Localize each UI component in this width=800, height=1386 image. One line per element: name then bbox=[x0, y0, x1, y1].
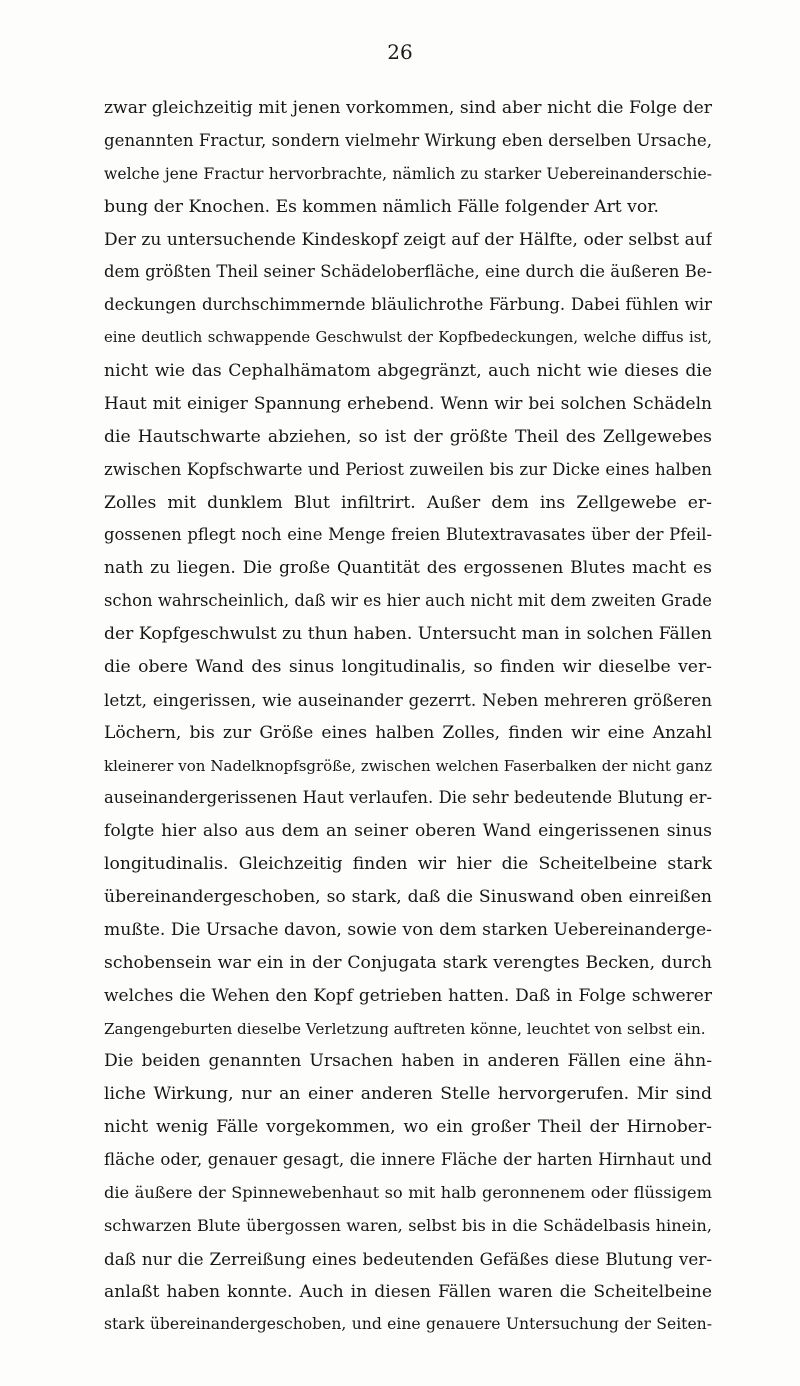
text-line: longitudinalis. Gleichzeitig finden wir hier die Scheitelbeine stark bbox=[104, 854, 712, 875]
text-line: folgte hier also aus dem an seiner oberen Wand eingerissenen sinus bbox=[104, 821, 712, 842]
text-line: letzt, eingerissen, wie auseinander gezerrt. Neben mehreren größeren bbox=[104, 689, 712, 710]
text-line: die obere Wand des sinus longitudinalis, so finden wir dieselbe ver- bbox=[104, 656, 712, 677]
text-line: zwischen Kopfschwarte und Periost zuweilen bis zur Dicke eines halben bbox=[104, 459, 712, 479]
text-line: Zolles mit dunklem Blut infiltrirt. Außer dem ins Zellgewebe er- bbox=[104, 492, 712, 513]
text-line: auseinandergerissenen Haut verlaufen. Die sehr bedeutende Blutung er- bbox=[104, 788, 712, 808]
text-line: Die beiden genannten Ursachen haben in anderen Fällen eine ähn- bbox=[104, 1051, 712, 1072]
text-line: bung der Knochen. Es kommen nämlich Fälle folgender Art vor. bbox=[104, 196, 660, 217]
text-line: eine deutlich schwappende Geschwulst der Kopfbedeckungen, welche diffus ist, bbox=[104, 329, 712, 347]
text-line: mußte. Die Ursache davon, sowie von dem starken Uebereinanderge- bbox=[104, 919, 712, 940]
body-text bbox=[104, 92, 712, 1341]
text-line: der Kopfgeschwulst zu thun haben. Untersucht man in solchen Fällen bbox=[104, 624, 712, 644]
text-line: schon wahrscheinlich, daß wir es hier auch nicht mit dem zweiten Grade bbox=[104, 591, 712, 611]
text-line: fläche oder, genauer gesagt, die innere Fläche der harten Hirnhaut und bbox=[104, 1150, 712, 1169]
text-line: übereinandergeschoben, so stark, daß die Sinuswand oben einreißen bbox=[104, 887, 712, 907]
text-line: nath zu liegen. Die große Quantität des ergossenen Blutes macht es bbox=[104, 558, 712, 579]
text-line: kleinerer von Nadelknopfsgröße, zwischen welchen Faserbalken der nicht ganz bbox=[104, 756, 712, 775]
text-line: Zangengeburten dieselbe Verletzung auftreten könne, leuchtet von selbst ein. bbox=[104, 1019, 706, 1038]
text-line: dem größten Theil seiner Schädeloberfläche, eine durch die äußeren Be- bbox=[104, 262, 712, 282]
text-line: welches die Wehen den Kopf getrieben hatten. Daß in Folge schwerer bbox=[104, 985, 712, 1006]
text-line: Der zu untersuchende Kindeskopf zeigt auf der Hälfte, oder selbst auf bbox=[104, 229, 712, 250]
text-line: welche jene Fractur hervorbrachte, nämlich zu starker Uebereinanderschie- bbox=[104, 164, 712, 183]
text-line: Haut mit einiger Spannung erhebend. Wenn wir bei solchen Schädeln bbox=[104, 393, 712, 414]
text-line: stark übereinandergeschoben, und eine genauere Untersuchung der Seiten- bbox=[104, 1315, 712, 1334]
text-line: zwar gleichzeitig mit jenen vorkommen, sind aber nicht die Folge der bbox=[104, 98, 712, 118]
text-line: nicht wie das Cephalhämatom abgegränzt, auch nicht wie dieses die bbox=[104, 361, 712, 381]
text-line: die Hautschwarte abziehen, so ist der größte Theil des Zellgewebes bbox=[104, 426, 712, 447]
text-line: nicht wenig Fälle vorgekommen, wo ein großer Theil der Hirnober- bbox=[104, 1117, 712, 1138]
text-line: daß nur die Zerreißung eines bedeutenden Gefäßes diese Blutung ver- bbox=[104, 1248, 712, 1269]
text-line: Löchern, bis zur Größe eines halben Zolles, finden wir eine Anzahl bbox=[104, 722, 712, 743]
text-line: liche Wirkung, nur an einer anderen Stelle hervorgerufen. Mir sind bbox=[104, 1084, 712, 1105]
text-line: schwarzen Blute übergossen waren, selbst bis in die Schädelbasis hinein, bbox=[104, 1215, 712, 1235]
text-line: genannten Fractur, sondern vielmehr Wirkung eben derselben Ursache, bbox=[104, 130, 712, 150]
text-line: anlaßt haben konnte. Auch in diesen Fällen waren die Scheitelbeine bbox=[104, 1281, 712, 1302]
page-number: 26 bbox=[387, 40, 413, 64]
text-line: die äußere der Spinnewebenhaut so mit halb geronnenem oder flüssigem bbox=[104, 1182, 712, 1202]
text-line: schobensein war ein in der Conjugata stark verengtes Becken, durch bbox=[104, 952, 712, 973]
text-line: gossenen pflegt noch eine Menge freien Blutextravasates über der Pfeil- bbox=[104, 525, 712, 545]
text-line: deckungen durchschimmernde bläulichrothe Färbung. Dabei fühlen wir bbox=[104, 295, 712, 315]
